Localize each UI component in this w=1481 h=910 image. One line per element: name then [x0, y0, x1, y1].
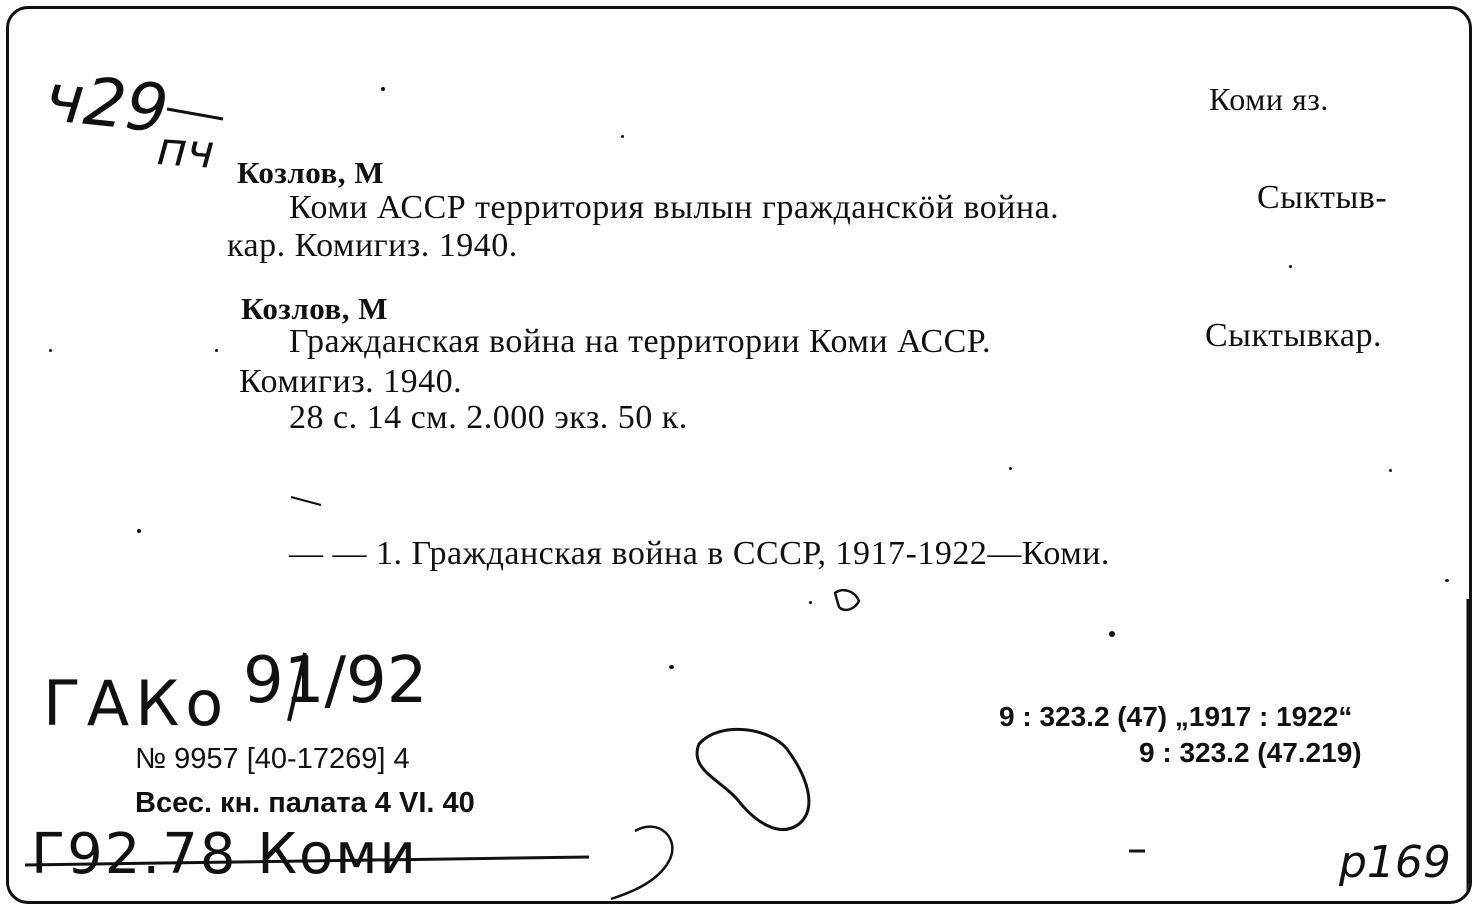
classification-line-2: 9 : 323.2 (47.219) — [1139, 737, 1362, 768]
ink-speck — [137, 529, 141, 533]
ink-speck — [621, 135, 624, 138]
card-markings — [9, 9, 1472, 904]
entry2-title-tail: Сыктывкар. — [1205, 317, 1382, 354]
catalog-card — [6, 6, 1472, 904]
ink-speck — [1109, 631, 1115, 637]
registration-number: № 9957 [40-17269] 4 — [135, 743, 410, 775]
entry2-imprint: Комигиз. 1940. — [239, 363, 463, 400]
ink-speck — [809, 601, 812, 604]
ink-speck — [669, 665, 674, 669]
entry1-imprint: кар. Комигиз. 1940. — [227, 227, 518, 264]
ink-speck — [1289, 265, 1292, 268]
ink-speck — [49, 349, 52, 352]
entry2-title-line: Гражданская война на территории Коми АССР. — [289, 323, 991, 360]
book-chamber-line: Всес. кн. палата 4 VI. 40 — [135, 787, 475, 819]
handwritten-archive-number: 91/92 — [243, 644, 428, 718]
ink-speck — [1009, 467, 1012, 470]
ink-speck — [381, 87, 385, 91]
classification-line-1: 9 : 323.2 (47) „1917 : 1922“ — [999, 701, 1353, 732]
language-label: Коми яз. — [1209, 81, 1329, 117]
handwritten-page-number: р169 — [1339, 837, 1451, 888]
entry1-title-tail: Сыктыв- — [1257, 179, 1388, 216]
entry2-collation: 28 с. 14 см. 2.000 экз. 50 к. — [289, 399, 688, 436]
handwritten-shelfmark: ч29 — [41, 58, 172, 149]
ink-speck — [1445, 579, 1449, 582]
handwritten-struck-note: Г92.78 Коми — [31, 822, 418, 887]
handwritten-shelfmark-sub: пч — [155, 121, 217, 179]
entry2-author: Козлов, М — [241, 291, 389, 326]
entry1-author: Козлов, М — [237, 155, 385, 190]
subject-heading: — — 1. Гражданская война в СССР, 1917-1922—Коми. — [289, 535, 1110, 572]
entry1-title-line: Коми АССР территория вылын гражданскӧй война. — [289, 189, 1060, 226]
handwritten-archive-mark: ГАКо — [43, 667, 230, 740]
ink-speck — [1389, 469, 1392, 472]
ink-speck — [215, 349, 218, 352]
